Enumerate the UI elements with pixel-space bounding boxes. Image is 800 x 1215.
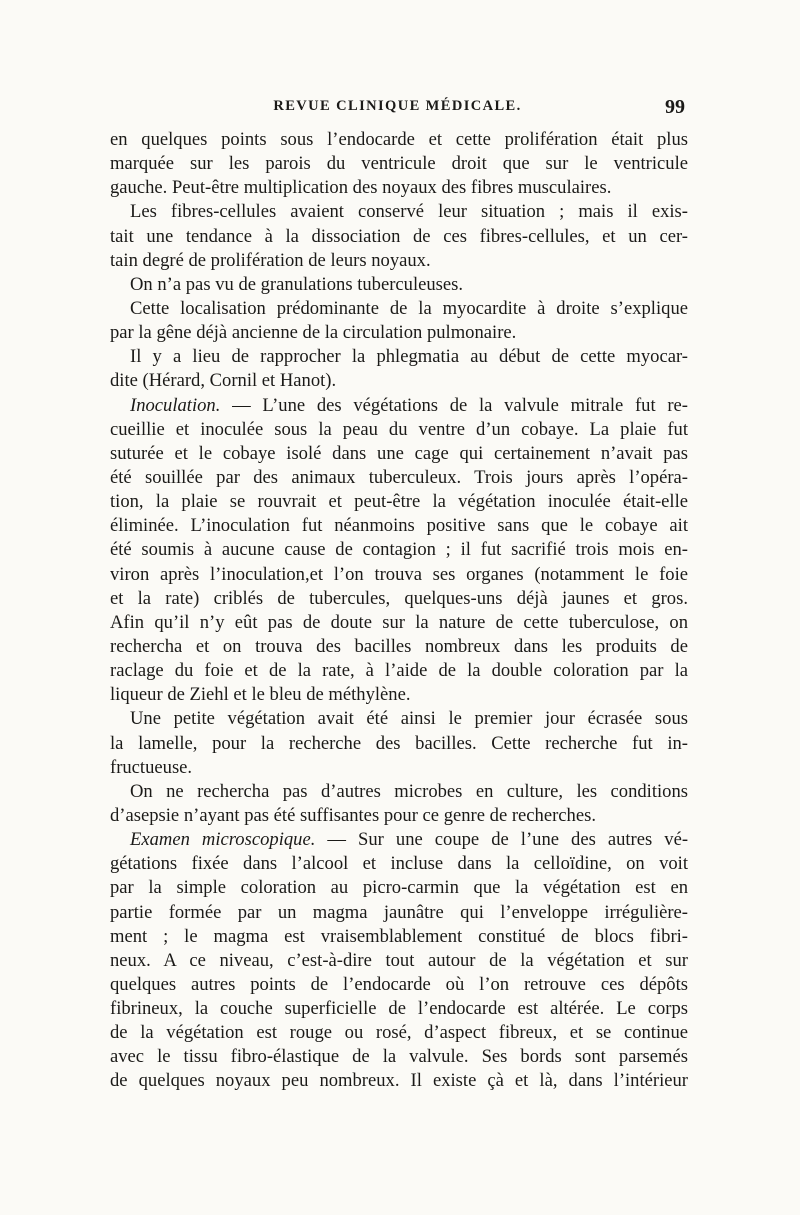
text-line: avec le tissu fibro-élastique de la valvule. Ses bords sont parsemés <box>110 1046 688 1068</box>
text-line: suturée et le cobaye isolé dans une cage qui certainement n’avait pas <box>110 442 688 464</box>
text-line: gauche. Peut-être multiplication des noyaux des fibres musculaires. <box>110 177 612 199</box>
text-line: par la gêne déjà ancienne de la circulation pulmonaire. <box>110 322 517 344</box>
text-line: neux. A ce niveau, c’est-à-dire tout autour de la végétation et sur <box>110 949 688 971</box>
text-line: tain degré de prolifération de leurs noyaux. <box>110 249 431 271</box>
text-line: raclage du foie et de la rate, à l’aide de la double coloration par la <box>110 660 688 682</box>
text-line: été soumis à aucune cause de contagion ; il fut sacrifié trois mois en- <box>110 539 688 561</box>
text-line: On ne rechercha pas d’autres microbes en culture, les conditions <box>130 780 688 802</box>
text-line: et la rate) criblés de tubercules, quelques-uns déjà jaunes et gros. <box>110 587 688 609</box>
text-line: Les fibres-cellules avaient conservé leur situation ; mais il exis- <box>130 201 688 223</box>
text-body <box>110 128 688 1094</box>
text-line-rest: — L’une des végétations de la valvule mitrale fut re- <box>232 394 688 416</box>
running-header <box>110 98 685 122</box>
text-line: fibrineux, la couche superficielle de l’endocarde est altérée. Le corps <box>110 998 688 1020</box>
text-line <box>110 828 688 852</box>
text-line: d’asepsie n’ayant pas été suffisantes pour ce genre de recherches. <box>110 804 596 826</box>
text-line: rechercha et on trouva des bacilles nombreux dans les produits de <box>110 635 688 657</box>
text-line: Il y a lieu de rapprocher la phlegmatia au début de cette myocar- <box>130 346 688 368</box>
text-line: Afin qu’il n’y eût pas de doute sur la nature de cette tuberculose, on <box>110 611 688 633</box>
text-line: fructueuse. <box>110 756 193 778</box>
text-line: tion, la plaie se rouvrait et peut-être la végétation inoculée était-elle <box>110 491 688 513</box>
text-line: partie formée par un magma jaunâtre qui l’enveloppe irrégulière- <box>110 901 688 923</box>
text-line: en quelques points sous l’endocarde et cette prolifération était plus <box>110 129 688 150</box>
section-heading-inoculation: Inoculation. <box>130 394 221 416</box>
text-line: liqueur de Ziehl et le bleu de méthylène. <box>110 684 411 706</box>
page-number: 99 <box>665 96 685 118</box>
text-line: quelques autres points de l’endocarde où l’on retrouve ces dépôts <box>110 973 688 995</box>
text-line: de quelques noyaux peu nombreux. Il existe çà et là, dans l’intérieur <box>110 1070 688 1092</box>
text-line: dite (Hérard, Cornil et Hanot). <box>110 370 337 392</box>
text-line: éliminée. L’inoculation fut néanmoins positive sans que le cobaye ait <box>110 515 688 537</box>
text-line: tait une tendance à la dissociation de ces fibres-cellules, et un cer- <box>110 225 688 247</box>
text-line: Cette localisation prédominante de la myocardite à droite s’explique <box>130 297 688 319</box>
text-line: gétations fixée dans l’alcool et incluse dans la celloïdine, on voit <box>110 853 688 875</box>
text-line: de la végétation est rouge ou rosé, d’aspect fibreux, et se continue <box>110 1022 688 1044</box>
text-line: Une petite végétation avait été ainsi le premier jour écrasée sous <box>130 708 688 730</box>
running-title: REVUE CLINIQUE MÉDICALE. <box>273 98 522 114</box>
text-line: cueillie et inoculée sous la peau du ventre d’un cobaye. La plaie fut <box>110 418 688 440</box>
text-line: viron après l’inoculation,et l’on trouva ses organes (notamment le foie <box>110 563 688 585</box>
text-line <box>110 394 688 418</box>
text-line: été souillée par des animaux tuberculeux. Trois jours après l’opéra- <box>110 466 688 488</box>
text-line: On n’a pas vu de granulations tuberculeuses. <box>130 273 464 295</box>
text-line-rest: — Sur une coupe de l’une des autres vé- <box>327 829 689 851</box>
text-line: ment ; le magma est vraisemblablement constitué de blocs fibri- <box>110 925 688 947</box>
text-line: par la simple coloration au picro-carmin que la végétation est en <box>110 877 688 899</box>
section-heading-examen: Examen microscopique. <box>130 829 316 851</box>
text-line: marquée sur les parois du ventricule droit que sur le ventricule <box>110 153 688 175</box>
text-line: la lamelle, pour la recherche des bacilles. Cette recherche fut in- <box>110 732 688 754</box>
